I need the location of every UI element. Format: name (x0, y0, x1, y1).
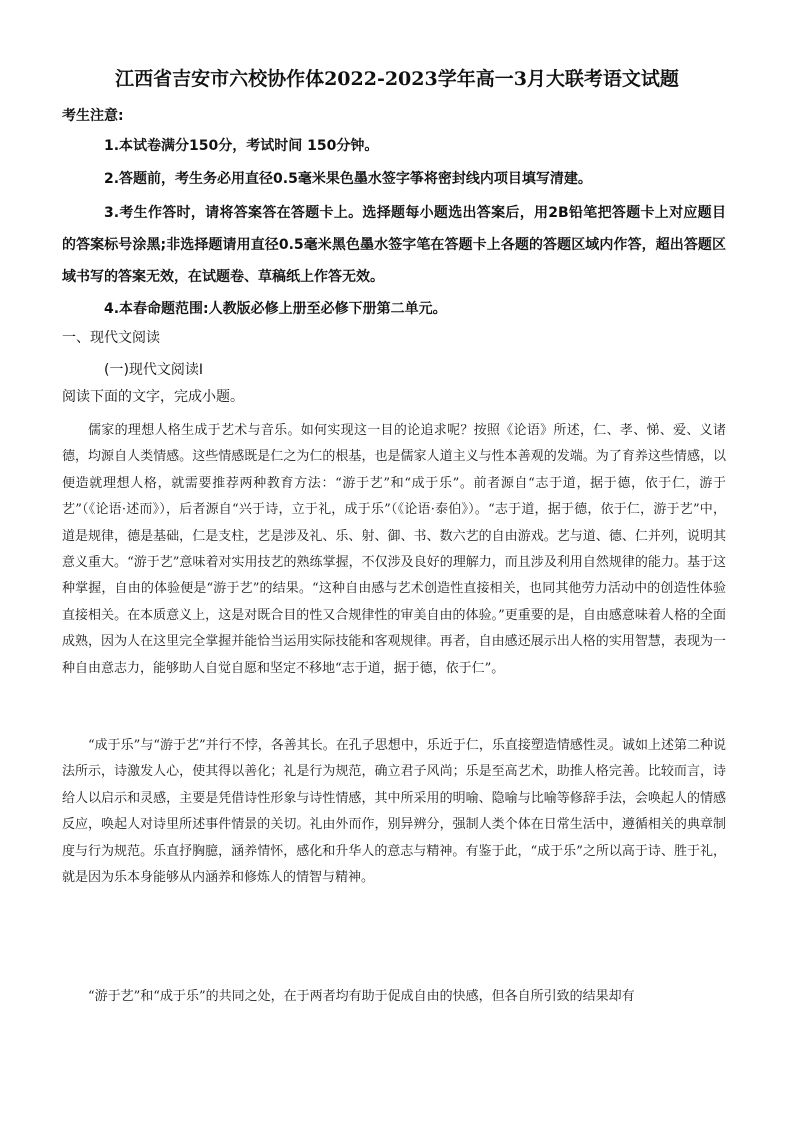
reading-instruction: 阅读下面的文字，完成小题。 (62, 389, 244, 405)
passage-paragraph-1: 儒家的理想人格生成于艺术与音乐。如何实现这一目的论追求呢？按照《论语》所述，仁、孝、悌、爱、义诸德，均源自人类情感。这些情感既是仁之为仁的根基，也是儒家人道主义与性本善观的发端。为了育养这些情感，以便造就理想人格，就需要推荐两种教育方法：“游于艺”和“成于乐”。前者源自“志于道，据于德，依于仁，游于艺”（《论语·述而》），后者源自“兴于诗，立于礼，成于乐”（《论语·泰伯》）。“志于道，据于德，依于仁，游于艺”中，道是规律，德是基础，仁是支柱，艺是涉及礼、乐、射、御、书、数六艺的自由游戏。艺与道、德、仁并列，说明其意义重大。“游于艺”意味着对实用技艺的熟练掌握，不仅涉及良好的理解力，而且涉及利用自然规律的能力。基于这种掌握，自由的体验便是“游于艺”的结果。“这种自由感与艺术创造性直接相关，也同其他劳力活动中的创造性体验直接相关。在本质意义上，这是对既合目的性又合规律性的审美自由的体验。”更重要的是，自由感意味着人格的全面成熟，因为人在这里完全掌握并能恰当运用实际技能和客观规律。再者，自由感还展示出人格的实用智慧，表现为一种自由意志力，能够助人自觉自愿和坚定不移地“志于道，据于德，依于仁”。 (62, 423, 726, 676)
notice-item-4: 4.本春命题范围:人教版必修上册至必修下册第二单元。 (104, 301, 447, 317)
section-heading: 一、现代文阅读 (62, 330, 160, 346)
notice-item-1: 1.本试卷满分150分，考试时间 150分钟。 (104, 138, 379, 154)
notice-heading: 考生注意: (62, 108, 124, 124)
subsection-heading: (一)现代文阅读Ⅰ (104, 362, 204, 378)
notice-item-2: 2.答题前，考生务必用直径0.5毫米果色墨水签字筝将密封线内项目填写清建。 (104, 171, 592, 187)
notice-item-3: 3.考生作答时，请将答案答在答题卡上。选择题每小题选出答案后，用2B铅笔把答题卡上对应题目的答案标号涂黑;非选择题请用直径0.5毫米黑色墨水签字笔在答题卡上各题的答题区域内作答，超出答题区域书写的答案无效，在试题卷、草稿纸上作答无效。 (62, 205, 726, 285)
passage-paragraph-3: “游于艺”和“成于乐”的共同之处，在于两者均有助于促成自由的快感，但各自所引致的结果却有 (88, 989, 635, 1004)
passage-paragraph-2: “成于乐”与“游于艺”并行不悖，各善其长。在孔子思想中，乐近于仁，乐直接塑造情感性灵。诚如上述第二种说法所示，诗激发人心，使其得以善化；礼是行为规范，确立君子风尚；乐是至高艺术，助推人格完善。比较而言，诗给人以启示和灵感，主要是凭借诗性形象与诗性情感，其中所采用的明喻、隐喻与比喻等修辞手法，会唤起人的情感反应，唤起人对诗里所述事件情景的关切。礼由外而作，别异辨分，强制人类个体在日常生活中，遵循相关的典章制度与行为规范。乐直抒胸臆，涵养情怀，感化和升华人的意志与精神。有鉴于此，“成于乐”之所以高于诗、胜于礼，就是因为乐本身能够从内涵养和修炼人的情智与精神。 (62, 738, 726, 886)
page-title: 江西省吉安市六校协作体2022-2023学年高一3月大联考语文试题 (115, 68, 679, 90)
